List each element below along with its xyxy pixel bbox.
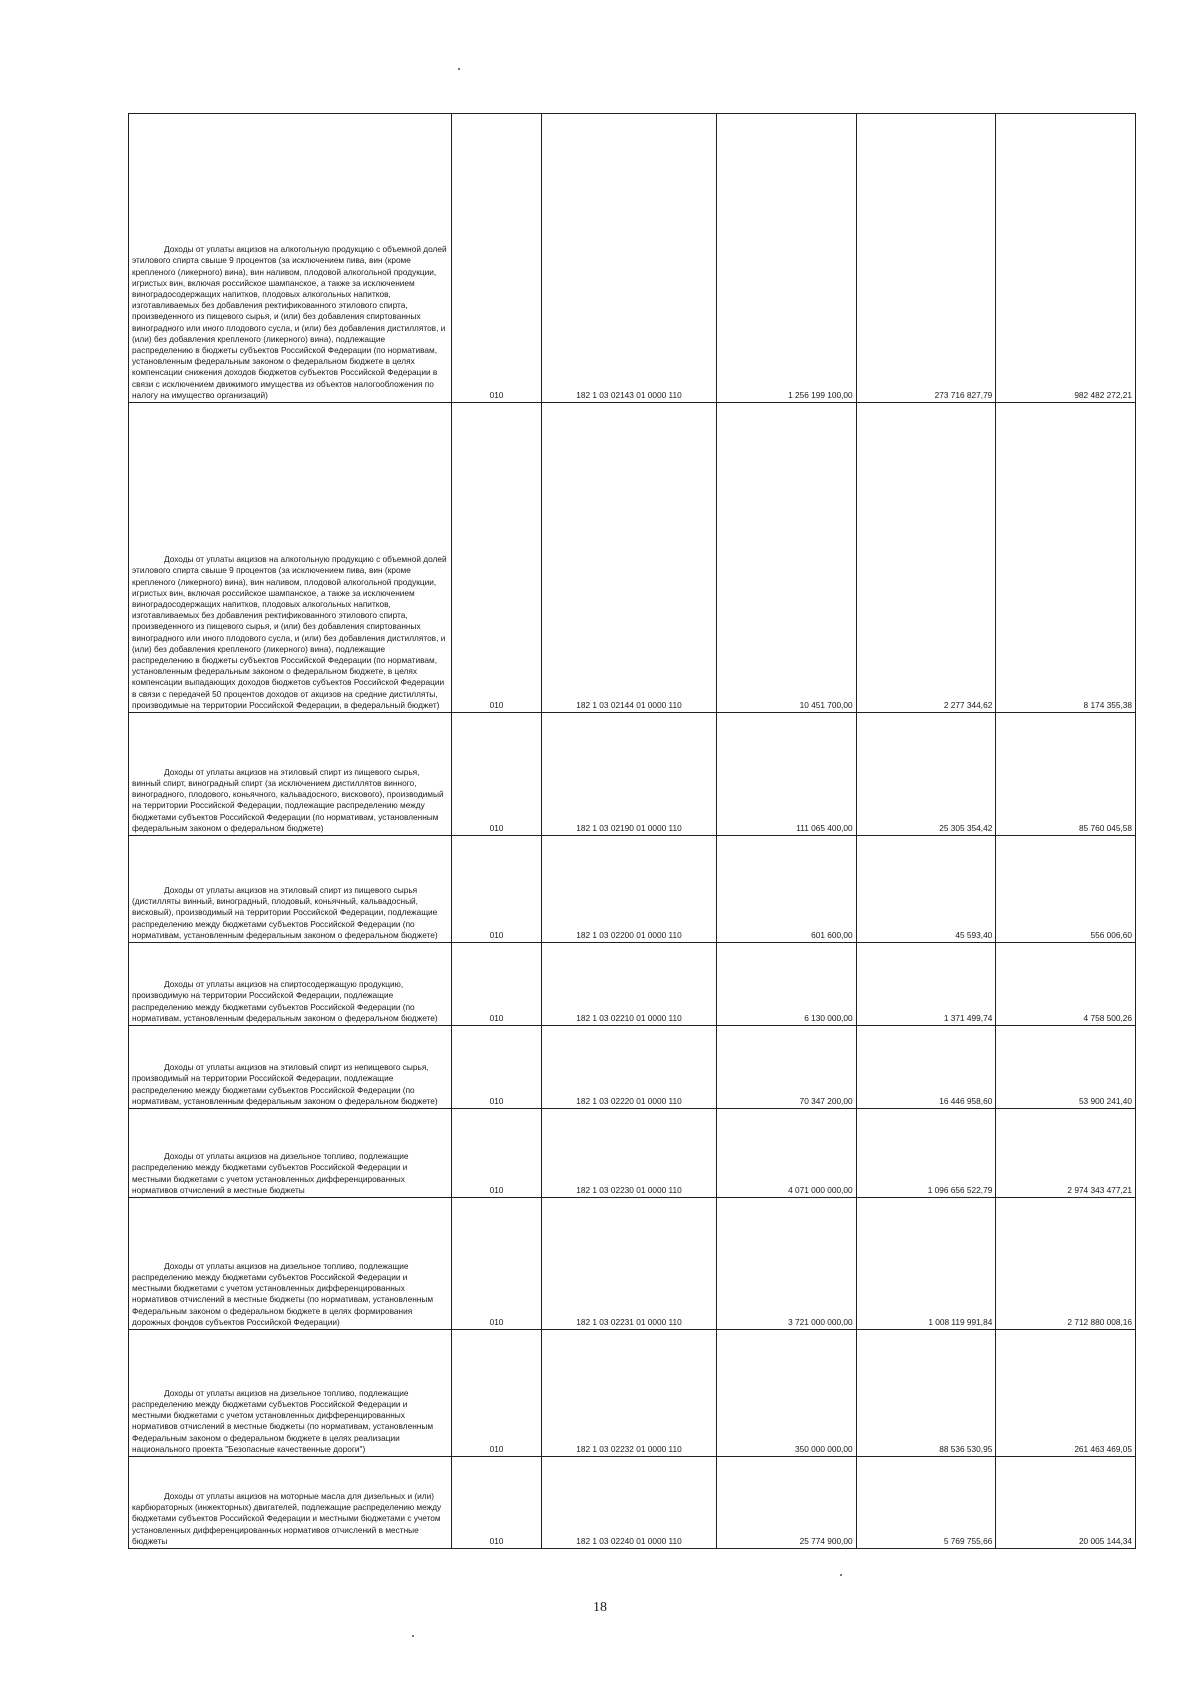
approved-amount: 3 721 000 000,00	[717, 1198, 857, 1330]
executed-amount: 88 536 530,95	[856, 1330, 996, 1457]
executed-amount: 25 305 354,42	[856, 713, 996, 836]
row-description: Доходы от уплаты акцизов на этиловый спирт из пищевого сырья (дистилляты винный, виноградный, плодовый, коньячный, кальвадосный, висковый), производимый на территории Российской Федерации, подлежащие распределению между бюджетами субъектов Российской Федерации (по нормативам, установленным федеральным законом о федеральном бюджете)	[129, 836, 452, 943]
table-row	[129, 713, 1136, 836]
remaining-amount: 8 174 355,38	[996, 403, 1136, 713]
scan-speck	[458, 68, 460, 70]
row-description: Доходы от уплаты акцизов на спиртосодержащую продукцию, производимую на территории Российской Федерации, подлежащие распределению между бюджетами субъектов Российской Федерации (по нормативам, установленным федеральным законом о федеральном бюджете)	[129, 943, 452, 1026]
row-description: Доходы от уплаты акцизов на дизельное топливо, подлежащие распределению между бюджетами субъектов Российской Федерации и местными бюджетами с учетом установленных дифференцированных нормативов отчислений в местные бюджеты (по нормативам, установленным Федеральным законом о федеральном бюджете в целях формирования дорожных фондов субъектов Российской Федерации)	[129, 1198, 452, 1330]
budget-classification-code: 182 1 03 02220 01 0000 110	[542, 1026, 717, 1109]
remaining-amount: 2 712 880 008,16	[996, 1198, 1136, 1330]
approved-amount: 601 600,00	[717, 836, 857, 943]
line-code: 010	[452, 1109, 542, 1198]
row-description: Доходы от уплаты акцизов на алкогольную продукцию с объемной долей этилового спирта свыше 9 процентов (за исключением пива, вин (кроме крепленого (ликерного) вина), вин наливом, плодовой алкогольной продукции, игристых вин, включая российское шампанское, а также за исключением виноградосодержащих напитков, плодовых алкогольных напитков, изготавливаемых без добавления ректификованного этилового спирта, произведенного из пищевого сырья, и (или) без добавления спиртованных виноградного или иного плодового сусла, и (или) без добавления дистиллятов, и (или) без добавления крепленого (ликерного) вина), подлежащие распределению в бюджеты субъектов Российской Федерации (по нормативам, установленным федеральным законом о федеральном бюджете, в целях компенсации выпадающих доходов бюджетов субъектов Российской Федерации в связи с передачей 50 процентов доходов от акцизов на средние дистилляты, производимые на территории Российской Федерации, в федеральный бюджет)	[129, 403, 452, 713]
approved-amount: 10 451 700,00	[717, 403, 857, 713]
budget-classification-code: 182 1 03 02143 01 0000 110	[542, 114, 717, 403]
executed-amount: 2 277 344,62	[856, 403, 996, 713]
executed-amount: 16 446 958,60	[856, 1026, 996, 1109]
remaining-amount: 261 463 469,05	[996, 1330, 1136, 1457]
approved-amount: 70 347 200,00	[717, 1026, 857, 1109]
remaining-amount: 4 758 500,26	[996, 943, 1136, 1026]
executed-amount: 273 716 827,79	[856, 114, 996, 403]
approved-amount: 1 256 199 100,00	[717, 114, 857, 403]
table-row	[129, 1109, 1136, 1198]
line-code: 010	[452, 836, 542, 943]
budget-classification-code: 182 1 03 02232 01 0000 110	[542, 1330, 717, 1457]
remaining-amount: 53 900 241,40	[996, 1026, 1136, 1109]
row-description: Доходы от уплаты акцизов на этиловый спирт из непищевого сырья, производимый на территории Российской Федерации, подлежащие распределению между бюджетами субъектов Российской Федерации (по нормативам, установленным федеральным законом о федеральном бюджете)	[129, 1026, 452, 1109]
executed-amount: 5 769 755,66	[856, 1457, 996, 1549]
remaining-amount: 556 006,60	[996, 836, 1136, 943]
budget-classification-code: 182 1 03 02210 01 0000 110	[542, 943, 717, 1026]
line-code: 010	[452, 403, 542, 713]
line-code: 010	[452, 114, 542, 403]
row-description: Доходы от уплаты акцизов на этиловый спирт из пищевого сырья, винный спирт, виноградный спирт (за исключением дистиллятов винного, виноградного, плодового, коньячного, кальвадосного, вискового), производимый на территории Российской Федерации, подлежащие распределению между бюджетами субъектов Российской Федерации (по нормативам, установленным федеральным законом о федеральном бюджете)	[129, 713, 452, 836]
budget-classification-code: 182 1 03 02230 01 0000 110	[542, 1109, 717, 1198]
row-description: Доходы от уплаты акцизов на алкогольную продукцию с объемной долей этилового спирта свыше 9 процентов (за исключением пива, вин (кроме крепленого (ликерного) вина), вин наливом, плодовой алкогольной продукции, игристых вин, включая российское шампанское, а также за исключением виноградосодержащих напитков, плодовых алкогольных напитков, изготавливаемых без добавления ректификованного этилового спирта, произведенного из пищевого сырья, и (или) без добавления спиртованных виноградного или иного плодового сусла, и (или) без добавления дистиллятов, и (или) без добавления крепленого (ликерного) вина), подлежащие распределению в бюджеты субъектов Российской Федерации (по нормативам, установленным федеральным законом о федеральном бюджете в целях компенсации снижения доходов бюджетов субъектов Российской Федерации в связи с исключением движимого имущества из объектов налогообложения по налогу на имущество организаций)	[129, 114, 452, 403]
table-row	[129, 114, 1136, 403]
budget-classification-code: 182 1 03 02200 01 0000 110	[542, 836, 717, 943]
line-code: 010	[452, 713, 542, 836]
line-code: 010	[452, 943, 542, 1026]
approved-amount: 4 071 000 000,00	[717, 1109, 857, 1198]
budget-classification-code: 182 1 03 02240 01 0000 110	[542, 1457, 717, 1549]
approved-amount: 350 000 000,00	[717, 1330, 857, 1457]
budget-classification-code: 182 1 03 02231 01 0000 110	[542, 1198, 717, 1330]
approved-amount: 6 130 000,00	[717, 943, 857, 1026]
budget-classification-code: 182 1 03 02144 01 0000 110	[542, 403, 717, 713]
executed-amount: 1 008 119 991,84	[856, 1198, 996, 1330]
table-row	[129, 1198, 1136, 1330]
table-row	[129, 1457, 1136, 1549]
revenue-table-container	[128, 113, 1136, 1549]
scan-speck	[840, 1574, 842, 1576]
table-row	[129, 1330, 1136, 1457]
approved-amount: 111 065 400,00	[717, 713, 857, 836]
executed-amount: 1 096 656 522,79	[856, 1109, 996, 1198]
table-row	[129, 836, 1136, 943]
line-code: 010	[452, 1198, 542, 1330]
table-row	[129, 403, 1136, 713]
scan-speck	[412, 1635, 414, 1637]
row-description: Доходы от уплаты акцизов на дизельное топливо, подлежащие распределению между бюджетами субъектов Российской Федерации и местными бюджетами с учетом установленных дифференцированных нормативов отчислений в местные бюджеты (по нормативам, установленным Федеральным законом о федеральном бюджете в целях реализации национального проекта "Безопасные качественные дороги")	[129, 1330, 452, 1457]
remaining-amount: 982 482 272,21	[996, 114, 1136, 403]
executed-amount: 1 371 499,74	[856, 943, 996, 1026]
table-row	[129, 943, 1136, 1026]
line-code: 010	[452, 1457, 542, 1549]
executed-amount: 45 593,40	[856, 836, 996, 943]
table-row	[129, 1026, 1136, 1109]
approved-amount: 25 774 900,00	[717, 1457, 857, 1549]
page-number: 18	[593, 1600, 607, 1615]
remaining-amount: 85 760 045,58	[996, 713, 1136, 836]
revenue-table-body	[129, 114, 1136, 1549]
row-description: Доходы от уплаты акцизов на моторные масла для дизельных и (или) карбюраторных (инжекторных) двигателей, подлежащие распределению между бюджетами субъектов Российской Федерации и местными бюджетами с учетом установленных дифференцированных нормативов отчислений в местные бюджеты	[129, 1457, 452, 1549]
line-code: 010	[452, 1330, 542, 1457]
remaining-amount: 20 005 144,34	[996, 1457, 1136, 1549]
row-description: Доходы от уплаты акцизов на дизельное топливо, подлежащие распределению между бюджетами субъектов Российской Федерации и местными бюджетами с учетом установленных дифференцированных нормативов отчислений в местные бюджеты	[129, 1109, 452, 1198]
budget-classification-code: 182 1 03 02190 01 0000 110	[542, 713, 717, 836]
line-code: 010	[452, 1026, 542, 1109]
remaining-amount: 2 974 343 477,21	[996, 1109, 1136, 1198]
revenue-table	[128, 113, 1136, 1549]
